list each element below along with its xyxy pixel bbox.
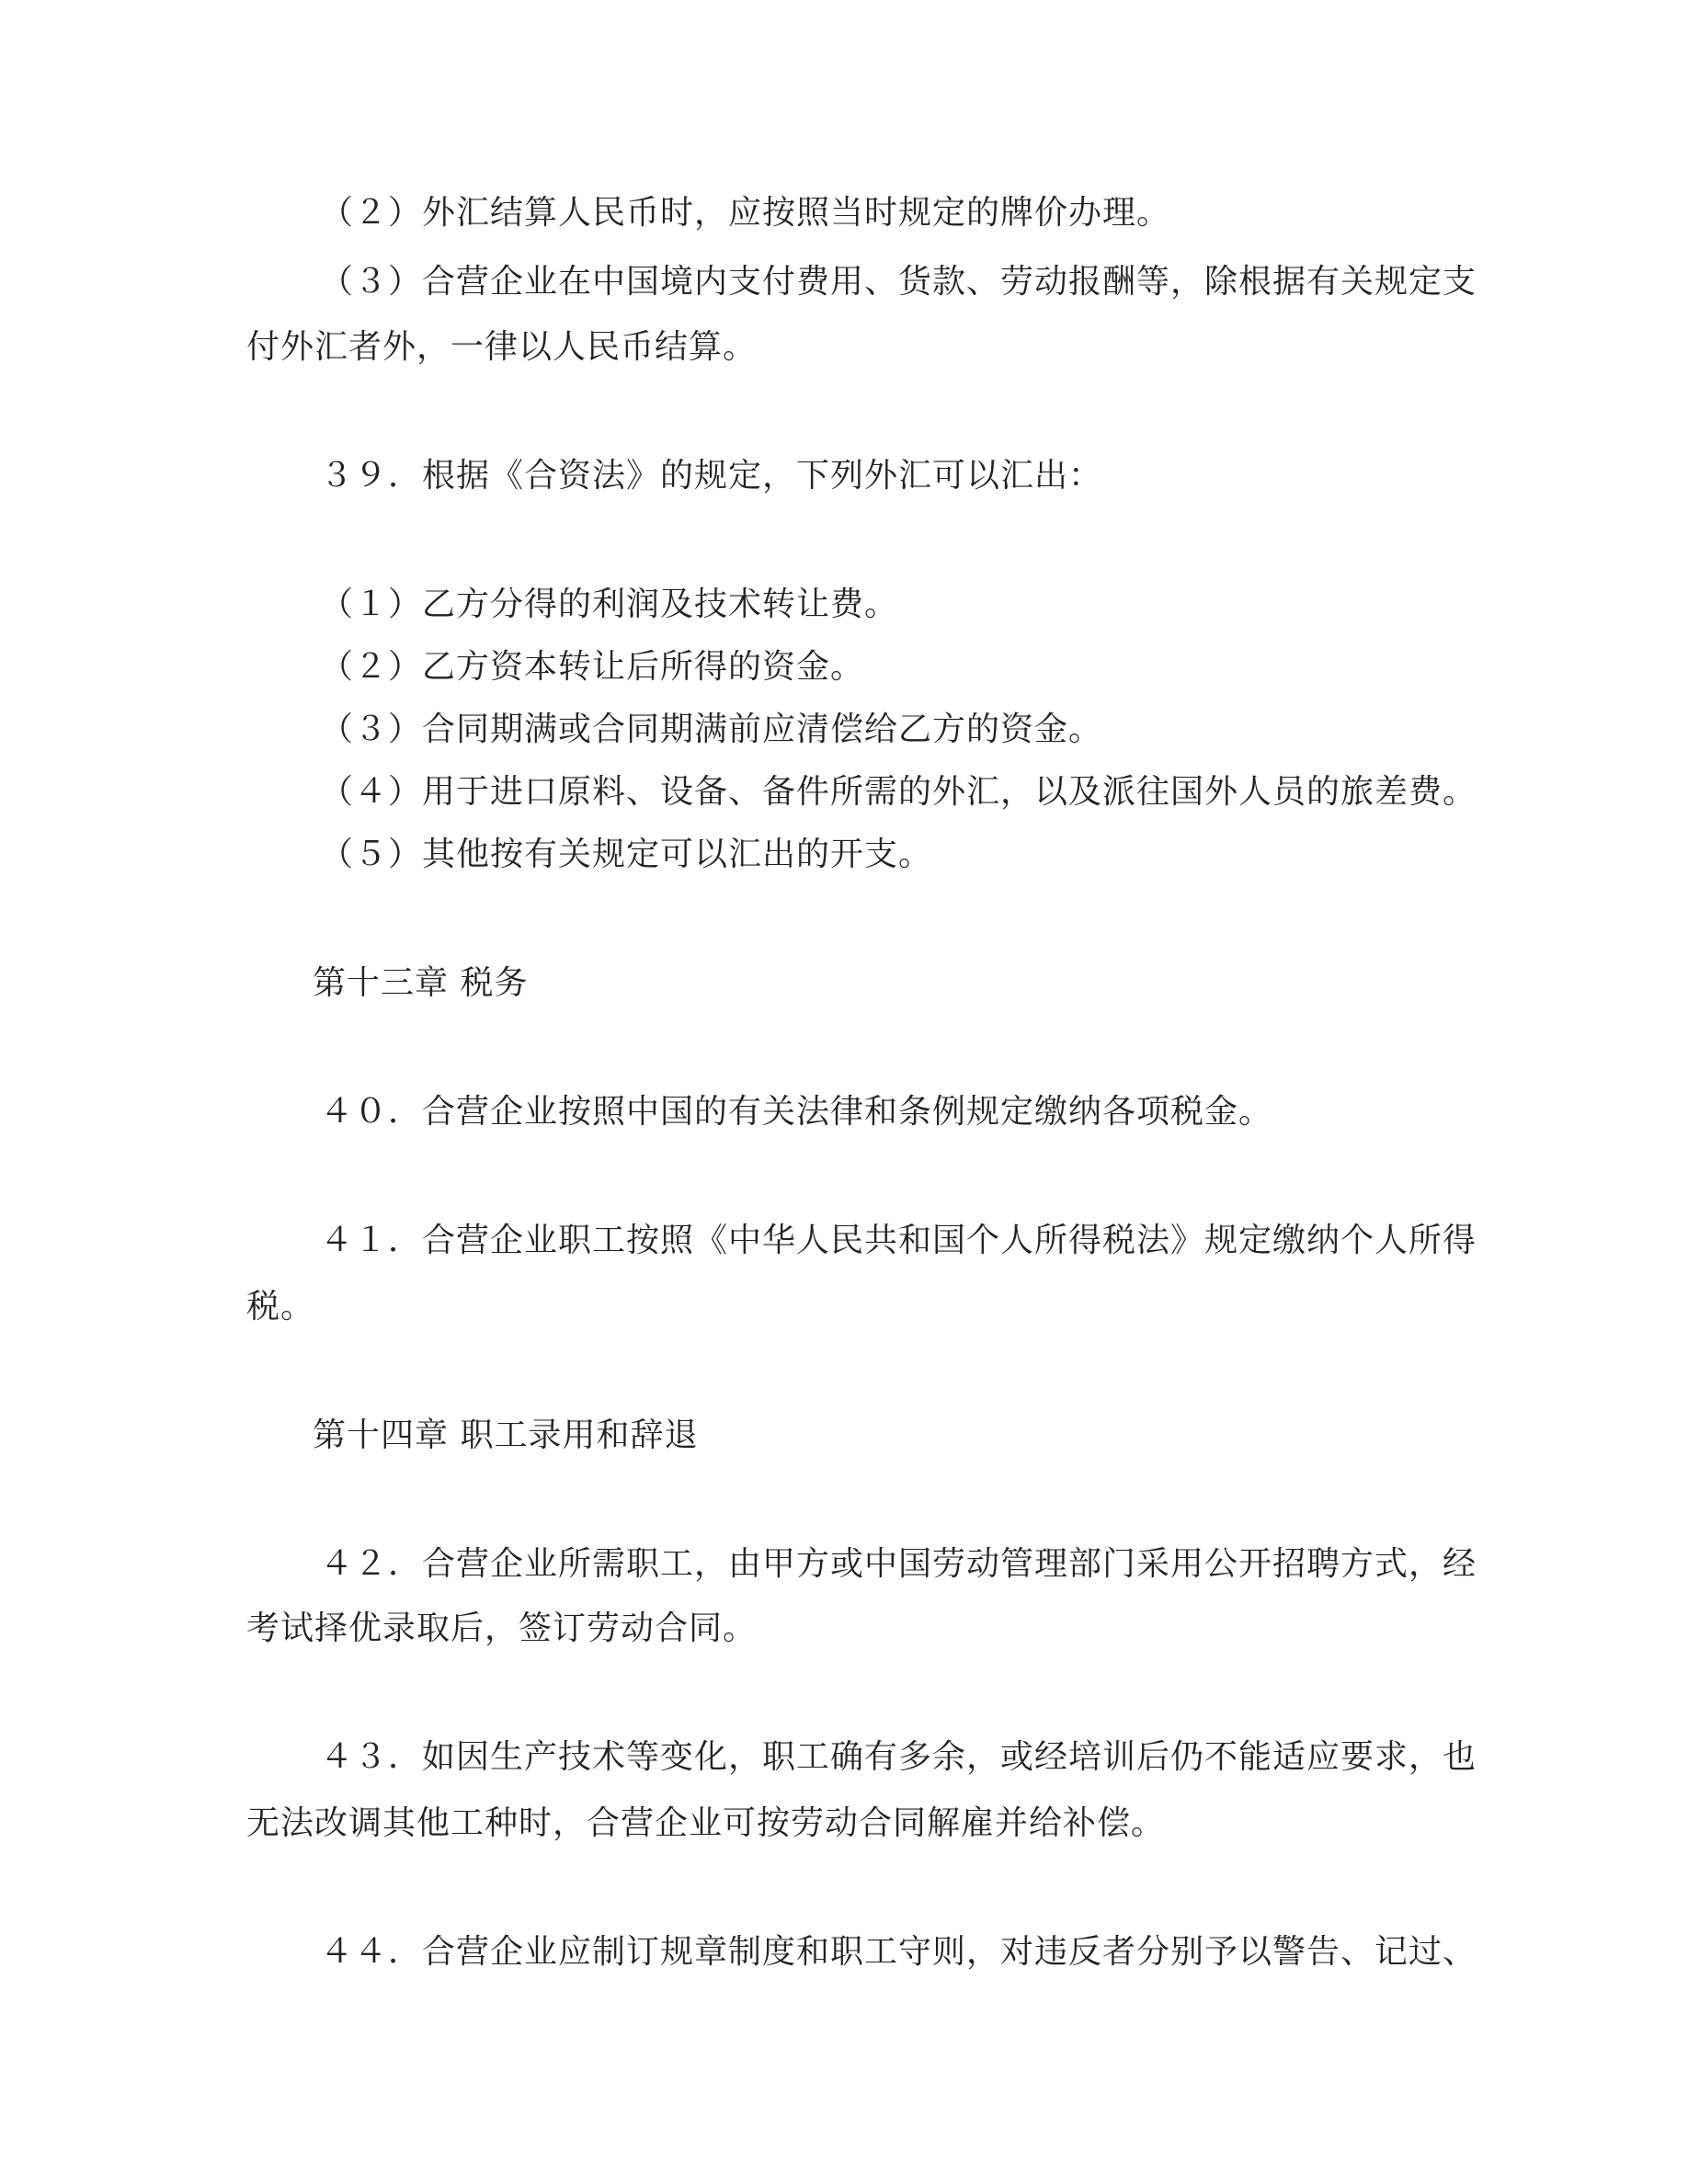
text-line: （５）其他按有关规定可以汇出的开支。 (320, 836, 933, 873)
chapter-heading: 第十四章 职工录用和辞退 (313, 1416, 699, 1454)
text-line: （１）乙方分得的利润及技术转让费。 (320, 586, 899, 623)
text-line: （３）合同期满或合同期满前应清偿给乙方的资金。 (320, 711, 1103, 748)
text-line: （２）外汇结算人民币时，应按照当时规定的牌价办理。 (320, 194, 1171, 232)
text-line: ４０．合营企业按照中国的有关法律和条例规定缴纳各项税金。 (320, 1093, 1273, 1131)
text-line: ４２．合营企业所需职工，由甲方或中国劳动管理部门采用公开招聘方式，经 (320, 1545, 1477, 1583)
text-line: 无法改调其他工种时，合营企业可按劳动合同解雇并给补偿。 (246, 1804, 1166, 1842)
text-line: ４３．如因生产技术等变化，职工确有多余，或经培训后仍不能适应要求，也 (320, 1738, 1477, 1776)
text-line: ３９．根据《合资法》的规定，下列外汇可以汇出： (320, 457, 1103, 495)
text-line: 税。 (246, 1288, 315, 1325)
text-line: （２）乙方资本转让后所得的资金。 (320, 648, 865, 686)
text-line: （３）合营企业在中国境内支付费用、货款、劳动报酬等，除根据有关规定支 (320, 263, 1477, 301)
chapter-heading: 第十三章 税务 (313, 964, 529, 1002)
text-line: 付外汇者外，一律以人民币结算。 (246, 328, 758, 366)
text-line: ４１．合营企业职工按照《中华人民共和国个人所得税法》规定缴纳个人所得 (320, 1222, 1477, 1259)
text-line: （４）用于进口原料、设备、备件所需的外汇，以及派往国外人员的旅差费。 (320, 773, 1477, 811)
text-line: 考试择优录取后，签订劳动合同。 (246, 1610, 758, 1647)
text-line: ４４．合营企业应制订规章制度和职工守则，对违反者分别予以警告、记过、 (320, 1933, 1477, 1971)
